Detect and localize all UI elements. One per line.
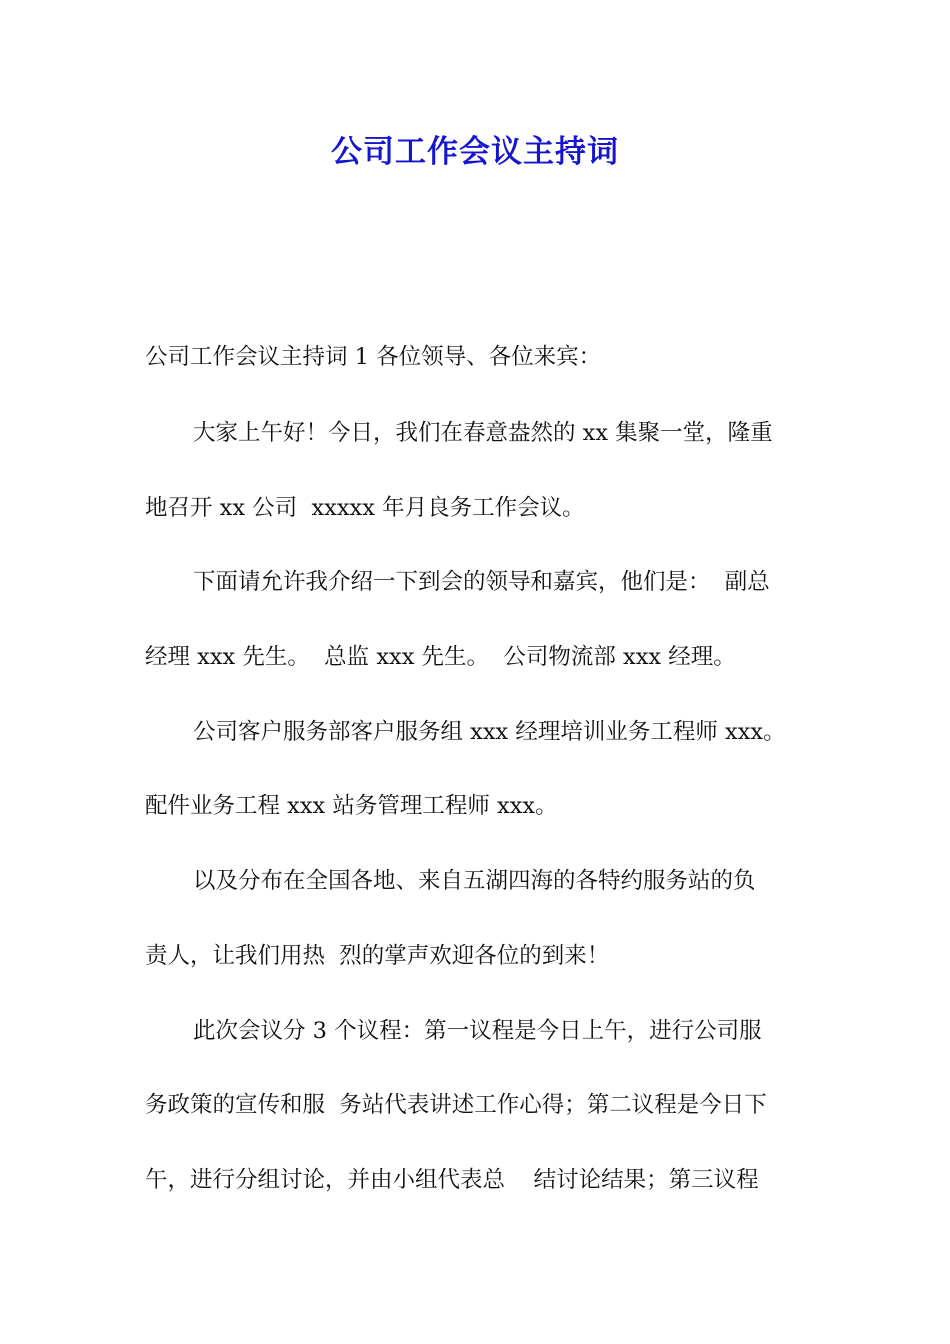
- body-line: 此次会议分 3 个议程：第一议程是今日上午，进行公司服: [193, 1018, 762, 1044]
- body-line: 大家上午好！今日，我们在春意盎然的 xx 集聚一堂，隆重: [193, 420, 773, 446]
- body-line: 地召开 xx 公司 xxxxx 年月良务工作会议。: [145, 495, 585, 521]
- body-line: 午，进行分组讨论，并由小组代表总 结讨论结果；第三议程: [145, 1167, 759, 1193]
- body-line: 责人，让我们用热 烈的掌声欢迎各位的到来！: [145, 943, 610, 969]
- body-line: 下面请允许我介绍一下到会的领导和嘉宾，他们是： 副总: [193, 569, 770, 595]
- body-line: 公司工作会议主持词 1 各位领导、各位来宾：: [145, 344, 602, 370]
- body-line: 配件业务工程 xxx 站务管理工程师 xxx。: [145, 793, 558, 819]
- document-title: 公司工作会议主持词: [331, 134, 619, 170]
- body-line: 公司客户服务部客户服务组 xxx 经理培训业务工程师 xxx。: [193, 719, 786, 745]
- body-line: 经理 xxx 先生。 总监 xxx 先生。 公司物流部 xxx 经理。: [145, 644, 736, 670]
- body-line: 以及分布在全国各地、来自五湖四海的各特约服务站的负: [193, 868, 756, 894]
- body-line: 务政策的宣传和服 务站代表讲述工作心得；第二议程是今日下: [145, 1092, 767, 1118]
